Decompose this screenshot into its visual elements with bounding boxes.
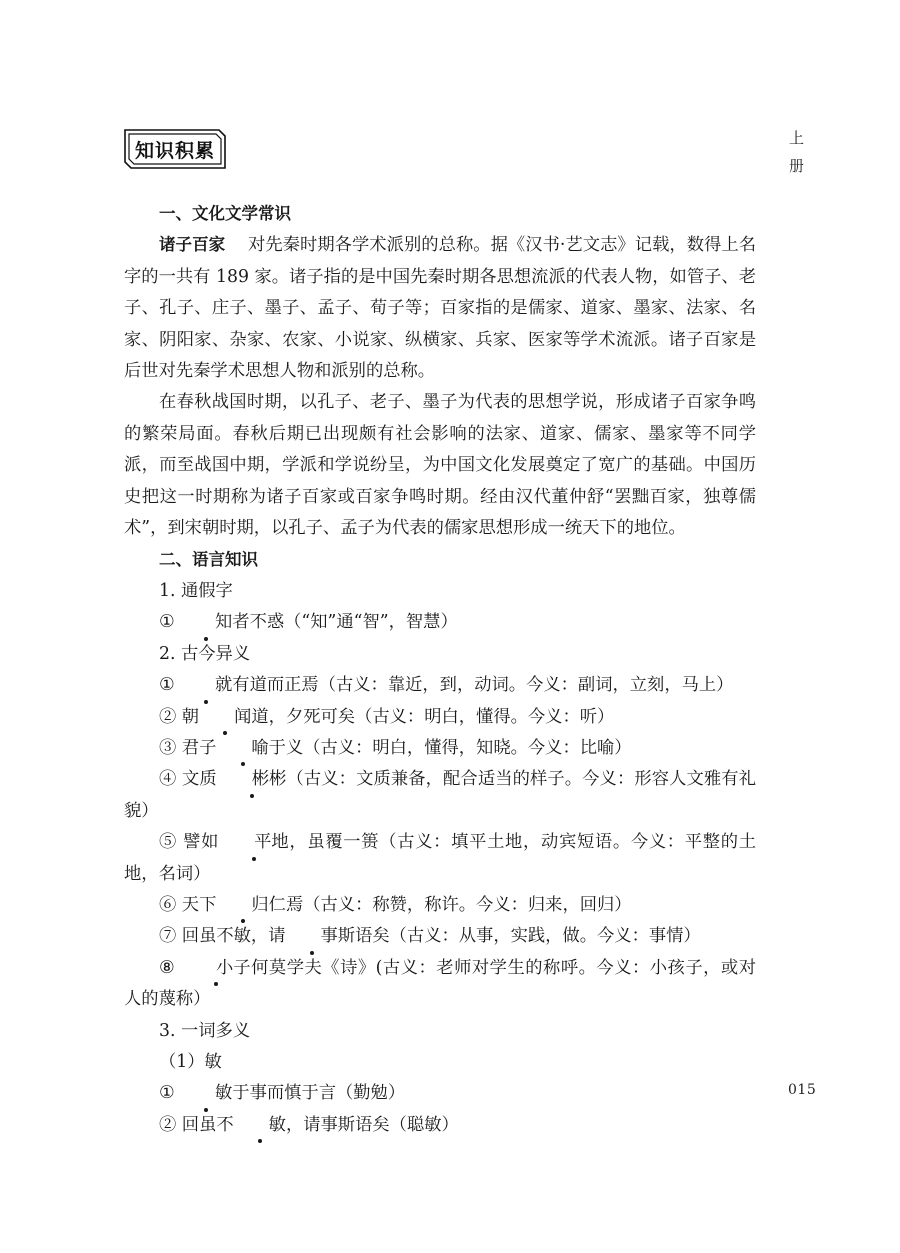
list-item bbox=[124, 1110, 756, 1141]
subheading-yiciduoyi: 3. 一词多义 bbox=[159, 1020, 251, 1041]
inline-text: 仁焉（古义：称赞，称许。今义：归来，回归） bbox=[268, 894, 632, 915]
list-item bbox=[124, 1078, 756, 1109]
emphasis-dot-word: 事 bbox=[286, 921, 338, 952]
emphasis-dot-word: 归 bbox=[216, 890, 268, 921]
list-item bbox=[124, 827, 756, 890]
emphasis-dot-word: 敏 bbox=[180, 1078, 232, 1109]
term-zhuzibaijia: 诸子百家 bbox=[159, 235, 226, 255]
inline-text: ① bbox=[159, 675, 175, 696]
heading-language: 二、语言知识 bbox=[159, 550, 258, 570]
inline-text: ⑦ bbox=[159, 926, 177, 947]
inline-text: ③ bbox=[159, 737, 177, 758]
page-number: 015 bbox=[788, 1082, 817, 1098]
emphasis-dot-word: 小子 bbox=[181, 953, 251, 984]
paragraph-zhuzi bbox=[124, 229, 756, 387]
subheading-gujinyiyi: 2. 古今异义 bbox=[159, 643, 251, 664]
inline-text: 君子 bbox=[181, 737, 217, 758]
section-title: 知识积累 bbox=[134, 139, 215, 162]
inline-text: ① bbox=[159, 1083, 175, 1104]
emphasis-dot-word: 闻 bbox=[199, 702, 251, 733]
main-content bbox=[124, 198, 756, 1141]
inline-text: 于事而慎于言（勤勉） bbox=[232, 1083, 406, 1104]
inline-text: 者不惑（“知”通“智”，智慧） bbox=[232, 612, 458, 633]
list-item bbox=[124, 733, 756, 764]
inline-text: 朝 bbox=[181, 706, 200, 727]
list-item bbox=[124, 670, 756, 701]
emphasis-dot-word: 喻 bbox=[216, 733, 268, 764]
list-item bbox=[124, 921, 756, 952]
inline-text: 何莫学夫《诗》(古义：老师对学生的称呼。今义：小孩子，或对人的蔑称） bbox=[124, 957, 757, 1010]
inline-text: 譬如 bbox=[183, 832, 220, 853]
heading-culture: 一、文化文学常识 bbox=[159, 204, 291, 223]
paragraph-zhuzi-text: 对先秦时期各学术派别的总称。据《汉书·艺文志》记载，数得上名字的一共有 189 家。诸子指的是中国先秦时期各思想流派的代表人物，如管子、老子、孔子、庄子、墨子、孟子、荀子等；百家指的是儒家、道家、墨家、法家、名家、阴阳家、杂家、农家、小说家、纵横家、兵家、医家等学术流派。诸子百家是后世对先秦学术思想人物和派别的总称。 bbox=[124, 235, 756, 382]
inline-text: ⑤ bbox=[159, 832, 177, 853]
inline-text: 道，夕死可矣（古义：明白，懂得。今义：听） bbox=[251, 706, 615, 727]
emphasis-dot-word: 平地 bbox=[219, 827, 289, 858]
section-title-box bbox=[124, 129, 226, 169]
emphasis-dot-word: 就 bbox=[180, 670, 232, 701]
volume-label-char: 册 bbox=[789, 157, 805, 175]
subheading-tongjiazi: 1. 通假字 bbox=[159, 580, 233, 601]
emphasis-dot-word: 敏 bbox=[234, 1110, 286, 1141]
inline-text: 于义（古义：明白，懂得，知晓。今义：比喻） bbox=[268, 737, 632, 758]
paragraph-spring-autumn: 在春秋战国时期，以孔子、老子、墨子为代表的思想学说，形成诸子百家争鸣的繁荣局面。春秋后期已出现颇有社会影响的法家、道家、儒家、墨家等不同学派，而至战国中期，学派和学说纷呈，为中国文化发展奠定了宽广的基础。中国历史把这一时期称为诸子百家或百家争鸣时期。经由汉代董仲舒“罢黜百家，独尊儒术”，到宋朝时期，以孔子、孟子为代表的儒家思想形成一统天下的地位。 bbox=[124, 392, 756, 539]
volume-label-char: 上 bbox=[789, 129, 805, 147]
list-item bbox=[124, 764, 756, 827]
list-item bbox=[124, 953, 756, 1016]
inline-text: ⑧ bbox=[159, 957, 176, 978]
inline-text: ② bbox=[159, 1114, 177, 1135]
emphasis-dot-word: 知 bbox=[180, 607, 232, 638]
inline-text: 天下 bbox=[181, 894, 217, 915]
inline-text: 斯语矣（古义：从事，实践，做。今义：事情） bbox=[337, 926, 701, 947]
inline-text: 文质 bbox=[182, 769, 217, 790]
list-item bbox=[124, 607, 756, 638]
inline-text: ⑥ bbox=[159, 894, 177, 915]
inline-text: 回虽不 bbox=[181, 1114, 234, 1135]
inline-text: ② bbox=[159, 706, 177, 727]
inline-text: 有道而正焉（古义：靠近，到，动词。今义：副词，立刻，马上） bbox=[232, 675, 734, 696]
inline-text: ④ bbox=[159, 769, 177, 790]
list-item bbox=[124, 890, 756, 921]
list-item bbox=[124, 702, 756, 733]
inline-text: ，请事斯语矣（聪敏） bbox=[285, 1114, 459, 1135]
inline-text: ① bbox=[159, 612, 175, 633]
volume-label bbox=[789, 124, 809, 180]
subheading-min: （1）敏 bbox=[159, 1051, 222, 1072]
inline-text: ，虽覆一篑（古义：填平土地，动宾短语。今义：平整的土地，名词） bbox=[124, 832, 756, 884]
inline-text: （古义：文质兼备，配合适当的样子。今义：形容人文雅有礼貌） bbox=[124, 769, 756, 821]
inline-text: 回虽不敏，请 bbox=[181, 926, 286, 947]
emphasis-dot-word: 彬彬 bbox=[217, 764, 287, 795]
